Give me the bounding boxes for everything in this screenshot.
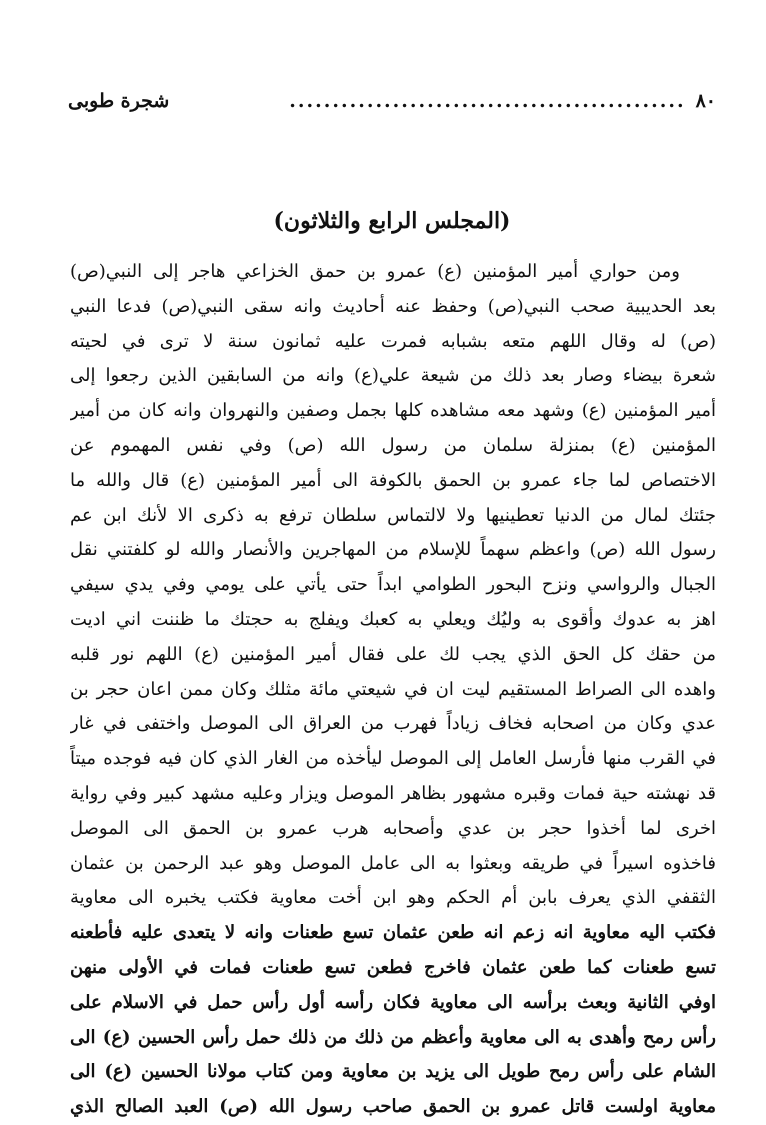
text-line: المؤمنين (ع) بمنزلة سلمان من رسول الله (ص) وفي نفس المهموم عن: [70, 434, 716, 456]
text-line: فاخذوه اسيراً في طريقه وبعثوا به الى عامل الموصل وهو عبد الرحمن بن عثمان: [70, 852, 716, 874]
running-header: [68, 90, 716, 112]
text-line: شعرة بيضاء وصار بعد ذلك من شيعة علي(ع) وانه من السابقين الذين رجعوا إلى: [70, 365, 716, 387]
text-line: تسع طعنات كما طعن عثمان فاخرج فطعن تسع طعنات فمات في الأولى منهن: [70, 956, 716, 978]
text-line: معاوية اولست قاتل عمرو بن الحمق صاحب رسول الله (ص) العبد الصالح الذي: [70, 1096, 716, 1118]
text-line: أمير المؤمنين (ع) وشهد معه مشاهده كلها بجمل وصفين والنهروان وانه كان من أمير: [70, 400, 716, 422]
body-text: [70, 255, 716, 1125]
text-line: واهده الى الصراط المستقيم ليت ان في شيعتي مائة مثلك وكان ممن اعان حجر بن: [70, 678, 716, 700]
text-line: من حقك كل الحق الذي يجب لك على فقال أمير المؤمنين (ع) اللهم نور قلبه: [70, 643, 716, 665]
text-line: اخرى لما أخذوا حجر بن عدي وأصحابه هرب عمرو بن الحمق الى الموصل: [70, 817, 716, 839]
header-leader-dots: ..............................................: [289, 90, 686, 112]
text-line: الثقفي الذي يعرف بابن أم الحكم وهو ابن أخت معاوية فكتب يخبره الى معاوية: [70, 887, 716, 909]
text-line: قد نهشته حية فمات وقبره مشهور بظاهر الموصل ويزار وعليه مشهد كبير وفي رواية: [70, 782, 716, 804]
text-line: فكتب اليه معاوية انه زعم انه طعن عثمان تسع طعنات وانه لا يتعدى عليه فأطعنه: [70, 922, 716, 944]
text-line: ومن حواري أمير المؤمنين (ع) عمرو بن حمق الخزاعي هاجر إلى النبي(ص): [70, 261, 680, 282]
page-number: ٨٠: [695, 90, 716, 112]
book-title: شجرة طوبى: [68, 90, 170, 112]
text-line: جئتك لمال من الدنيا تعطينيها ولا لالتماس سلطان ترفع به ذكرى الا لأنك ابن عم: [70, 504, 716, 526]
chapter-title: (المجلس الرابع والثلاثون): [273, 208, 511, 234]
text-line: بعد الحديبية صحب النبي(ص) وحفظ عنه أحاديث وانه سقى النبي(ص) فدعا النبي: [70, 295, 716, 317]
text-line: اوفي الثانية وبعث برأسه الى معاوية فكان رأسه أول رأس حمل في الاسلام على: [70, 991, 716, 1013]
text-line: الاختصاص لما جاء عمرو بن الحمق بالكوفة الى أمير المؤمنين (ع) قال والله ما: [70, 469, 716, 491]
text-line: رسول الله (ص) واعظم سهماً للإسلام من المهاجرين والأنصار والله لو كلفتني نقل: [70, 539, 716, 561]
text-line: الشام على رأس رمح طويل الى يزيد بن معاوية ومن كتاب مولانا الحسين (ع) الى: [70, 1061, 716, 1083]
text-line: رأس رمح وأهدى به الى معاوية وأعظم من ذلك من ذلك حمل رأس الحسين (ع) الى: [70, 1026, 716, 1048]
text-line: في القرب منها فأرسل العامل إلى الموصل ليأخذه من الغار الذي كان فيه فوجده ميتاً: [70, 748, 716, 770]
text-line: اهز به عدوك وأقوى به وليُك ويعلي به كعبك ويفلج به حجتك ما ظننت اني اديت: [70, 608, 716, 630]
text-line: عدي وكان من اصحابه فخاف زياداً فهرب من العراق الى الموصل واختفى في غار: [70, 713, 716, 735]
text-line: (ص) له وقال اللهم متعه بشبابه فمرت عليه ثمانون سنة لا ترى في لحيته: [70, 330, 716, 352]
text-line: الجبال والرواسي ونزح البحور الطوامي ابداً حتى يأتي على يومي وفي يدي سيفي: [70, 574, 716, 596]
